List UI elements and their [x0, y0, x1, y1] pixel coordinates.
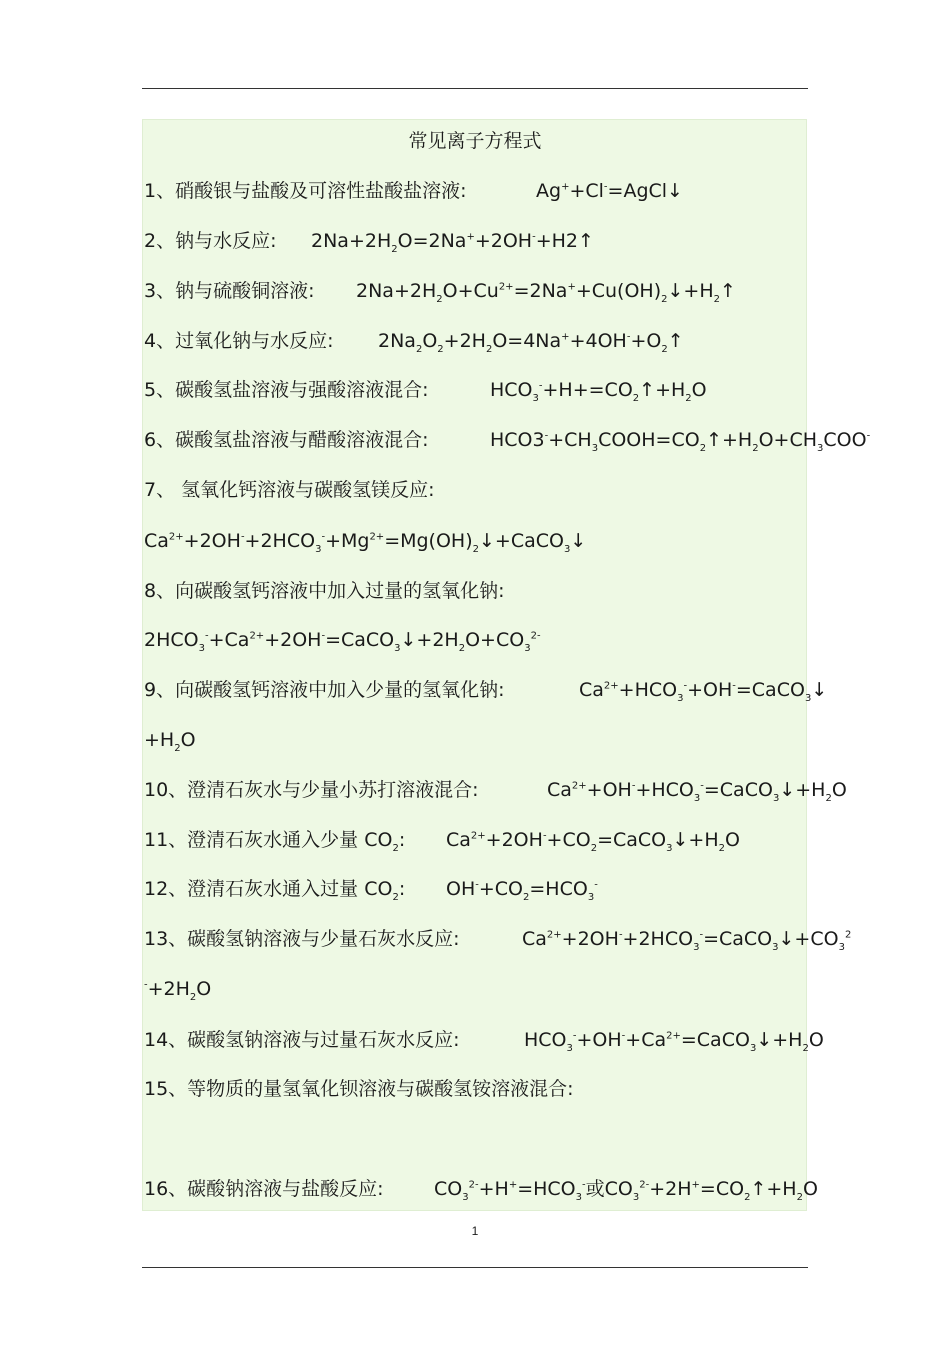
list-item	[144, 224, 594, 258]
item-label: 5、碳酸氢盐溶液与强酸溶液混合:	[144, 379, 429, 401]
list-item	[144, 274, 736, 308]
header-rule	[142, 88, 808, 89]
item-label: 13、碳酸氢钠溶液与少量石灰水反应:	[144, 928, 460, 950]
list-item	[144, 524, 586, 558]
item-label: 3、钠与硫酸铜溶液:	[144, 280, 315, 302]
list-item	[144, 922, 852, 956]
item-label: 1、硝酸银与盐酸及可溶性盐酸盐溶液:	[144, 180, 467, 202]
list-item	[144, 373, 707, 407]
item-equation: $2Na_2O_2+2H_2O=4Na^++4OH^-+O_2↑$	[378, 330, 684, 355]
item-equation: $2Na+2H_2O=2Na^++2OH^-+H2↑$	[311, 230, 594, 255]
item-label: 4、过氧化钠与水反应:	[144, 330, 334, 352]
item-equation: $Ca^{2+}+HCO_3^-+OH^-=CaCO_3↓$	[579, 679, 828, 704]
list-item	[144, 623, 541, 657]
item-equation: $+H_2O$	[144, 729, 196, 754]
list-item	[144, 473, 435, 507]
page-title: 常见离子方程式	[408, 130, 542, 152]
list-item	[144, 872, 598, 906]
item-label: 2、钠与水反应:	[144, 230, 277, 252]
list-item	[144, 174, 683, 208]
item-equation: Ag++Cl-=AgCl↓	[536, 180, 683, 202]
list-item	[144, 324, 684, 358]
item-equation: $Ca^{2+}+2OH^-+2HCO_3^-=CaCO_3↓+CO_3^2$	[522, 928, 852, 953]
list-item	[144, 723, 196, 757]
item-equation: $^-+2H_2O$	[144, 978, 212, 1003]
item-label: 6、碳酸氢盐溶液与醋酸溶液混合:	[144, 429, 429, 451]
list-item	[144, 972, 211, 1006]
item-label: 16、碳酸钠溶液与盐酸反应:	[144, 1178, 384, 1200]
page-number: 1	[471, 1224, 479, 1238]
list-item	[144, 574, 505, 608]
list-item	[144, 823, 740, 857]
item-equation: $OH^-+CO_2=HCO_3^-$	[446, 878, 598, 903]
list-item	[144, 423, 871, 457]
footer-rule	[142, 1267, 808, 1268]
item-equation: $Ca^{2+}+OH^-+HCO_3^-=CaCO_3↓+H_2O$	[547, 779, 847, 804]
item-label: 8、向碳酸氢钙溶液中加入过量的氢氧化钠:	[144, 580, 505, 602]
item-label: 12、澄清石灰水通入过量 $CO_2$:	[144, 878, 406, 903]
item-label: 11、澄清石灰水通入少量 $CO_2$:	[144, 829, 406, 854]
item-equation: $2Na+2H_2O+Cu^{2+}=2Na^++Cu(OH)_2↓+H_2↑$	[356, 280, 736, 305]
list-item	[144, 773, 847, 807]
item-equation: $CO_3^{2-}+H^+=HCO_3^-$或$CO_3^{2-}+2H^+=CO_2↑+H_2O$	[434, 1178, 818, 1203]
item-label: 9、向碳酸氢钙溶液中加入少量的氢氧化钠:	[144, 679, 505, 701]
item-label: 15、等物质的量氢氧化钡溶液与碳酸氢铵溶液混合:	[144, 1078, 574, 1100]
item-equation: $Ca^{2+}+2OH^-+2HCO_3^-+Mg^{2+}=Mg(OH)_2↓+CaCO_3↓$	[144, 530, 587, 555]
list-item	[144, 1072, 574, 1106]
item-equation: $2HCO_3^-+Ca^{2+}+2OH^-=CaCO_3↓+2H_2O+CO_3^{2-}$	[144, 629, 541, 654]
item-label: 10、澄清石灰水与少量小苏打溶液混合:	[144, 779, 479, 801]
list-item	[144, 1172, 818, 1206]
item-label: 7、 氢氧化钙溶液与碳酸氢镁反应:	[144, 479, 435, 501]
list-item	[144, 673, 828, 707]
item-equation: $HCO_3^-+H+=CO_2↑+H_2O$	[490, 379, 707, 404]
list-item	[144, 1023, 824, 1057]
item-equation: $Ca^{2+}+2OH^-+CO_2=CaCO_3↓+H_2O$	[446, 829, 740, 854]
item-label: 14、碳酸氢钠溶液与过量石灰水反应:	[144, 1029, 460, 1051]
item-equation: $HCO_3^-+OH^-+Ca^{2+}=CaCO_3↓+H_2O$	[524, 1029, 824, 1054]
item-equation: $HCO3^-+CH_3COOH=CO_2↑+H_2O+CH_3COO^-$	[490, 429, 871, 454]
